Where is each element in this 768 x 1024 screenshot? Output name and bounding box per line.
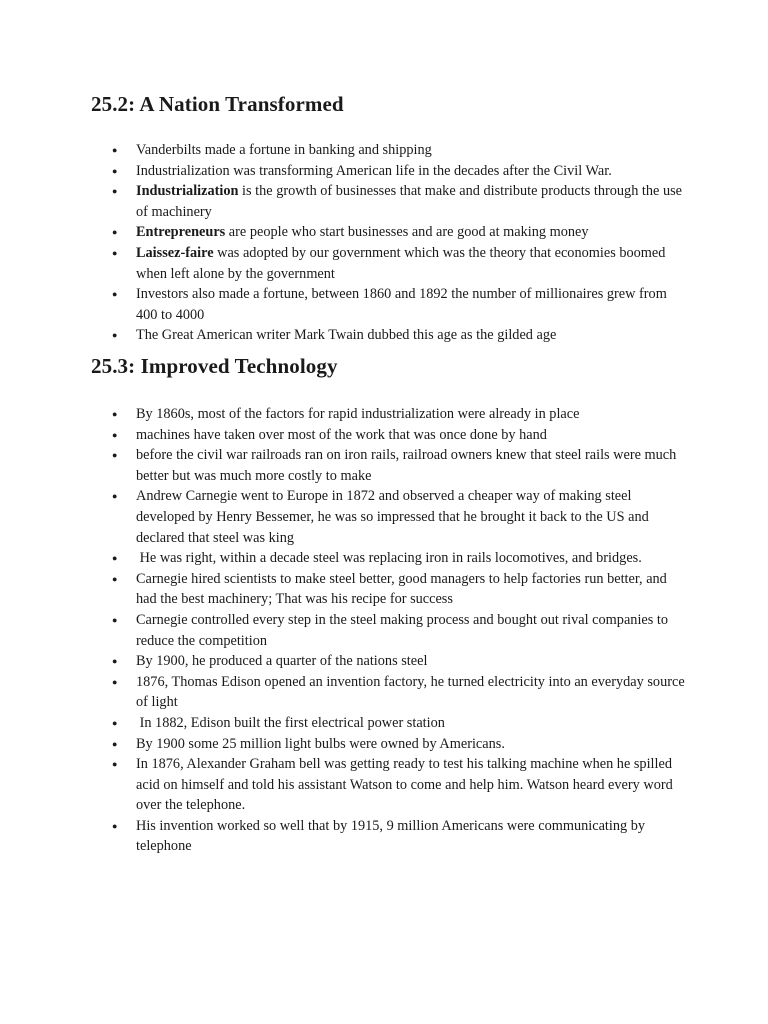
list-item xyxy=(91,569,691,610)
bullet-icon: ● xyxy=(112,186,118,197)
item-text: Carnegie controlled every step in the steel making process and bought out rival companies to reduce the competition xyxy=(136,611,669,649)
bullet-icon: ● xyxy=(112,614,118,625)
item-text: In 1882, Edison built the first electrical power station xyxy=(136,714,445,731)
bullet-icon: ● xyxy=(112,227,118,238)
bullet-icon: ● xyxy=(112,676,118,687)
bullet-icon: ● xyxy=(112,247,118,258)
item-text: Industrialization was transforming American life in the decades after the Civil War. xyxy=(136,162,612,179)
item-text: was adopted by our government which was the theory that economies boomed when left alone by the government xyxy=(136,244,666,282)
item-text: machines have taken over most of the work that was once done by hand xyxy=(136,426,547,443)
bullet-icon: ● xyxy=(112,656,118,667)
bullet-icon: ● xyxy=(112,165,118,176)
section-heading: 25.2: A Nation Transformed xyxy=(91,92,344,116)
bullet-list xyxy=(91,140,691,346)
item-text: Investors also made a fortune, between 1860 and 1892 the number of millionaires grew from 400 to 4000 xyxy=(136,286,667,323)
bullet-icon: ● xyxy=(112,429,118,440)
item-text: are people who start businesses and are good at making money xyxy=(225,224,589,241)
list-item xyxy=(91,284,691,325)
bullet-icon: ● xyxy=(112,553,118,564)
list-item xyxy=(91,222,691,243)
bullet-icon: ● xyxy=(112,717,118,728)
item-text: before the civil war railroads ran on iron rails, railroad owners knew that steel rails were much better but was much more costly to make xyxy=(136,447,677,484)
list-item xyxy=(91,140,691,161)
list-item xyxy=(91,325,691,346)
item-text: In 1876, Alexander Graham bell was getting ready to test his talking machine when he spilled acid on himself and told his assistant Watson to come and help him. Watson heard every word over the telephone. xyxy=(136,756,673,814)
list-item xyxy=(91,161,691,182)
list-item xyxy=(91,425,691,446)
bullet-list xyxy=(91,404,691,857)
bold-term: Laissez-faire xyxy=(136,244,214,261)
list-item xyxy=(91,610,691,651)
list-item xyxy=(91,651,691,672)
section-improved-technology xyxy=(91,352,691,857)
bullet-icon: ● xyxy=(112,573,118,584)
list-item xyxy=(91,486,691,548)
item-text: His invention worked so well that by 1915, 9 million Americans were communicating by telephone xyxy=(136,817,646,855)
section-heading: 25.3: Improved Technology xyxy=(91,354,338,378)
bullet-icon: ● xyxy=(112,759,118,770)
bullet-icon: ● xyxy=(112,738,118,749)
item-text: Carnegie hired scientists to make steel better, good managers to help factories run better, and had the best machinery; That was his recipe for success xyxy=(136,570,667,608)
item-text: By 1900, he produced a quarter of the nations steel xyxy=(136,653,428,670)
list-item xyxy=(91,181,691,222)
bullet-icon: ● xyxy=(112,330,118,341)
list-item xyxy=(91,734,691,755)
bullet-icon: ● xyxy=(112,145,118,155)
item-text: The Great American writer Mark Twain dubbed this age as the gilded age xyxy=(136,327,557,344)
bold-term: Entrepreneurs xyxy=(136,224,226,241)
list-item xyxy=(91,243,691,284)
list-item xyxy=(91,548,691,569)
list-item xyxy=(91,754,691,816)
list-item xyxy=(91,445,691,486)
list-item xyxy=(91,404,691,425)
list-item xyxy=(91,713,691,734)
bullet-icon: ● xyxy=(112,409,118,419)
bullet-icon: ● xyxy=(112,820,118,831)
list-item xyxy=(91,816,691,857)
item-text: Vanderbilts made a fortune in banking and shipping xyxy=(136,142,432,158)
bullet-icon: ● xyxy=(112,289,118,300)
section-nation-transformed xyxy=(91,90,691,346)
item-text: is the growth of businesses that make and distribute products through the use of machinery xyxy=(136,183,683,220)
item-text: 1876, Thomas Edison opened an invention factory, he turned electricity into an everyday source of light xyxy=(136,673,685,711)
bullet-icon: ● xyxy=(112,450,118,461)
item-text: By 1900 some 25 million light bulbs were owned by Americans. xyxy=(136,735,505,752)
item-text: By 1860s, most of the factors for rapid industrialization were already in place xyxy=(136,406,580,422)
item-text: He was right, within a decade steel was replacing iron in rails locomotives, and bridges. xyxy=(136,550,642,567)
item-text: Andrew Carnegie went to Europe in 1872 and observed a cheaper way of making steel developed by Henry Bessemer, he was so impressed that he brought it back to the US and declared that steel was king xyxy=(136,488,649,546)
bold-term: Industrialization xyxy=(136,183,239,200)
bullet-icon: ● xyxy=(112,491,118,502)
list-item xyxy=(91,672,691,713)
